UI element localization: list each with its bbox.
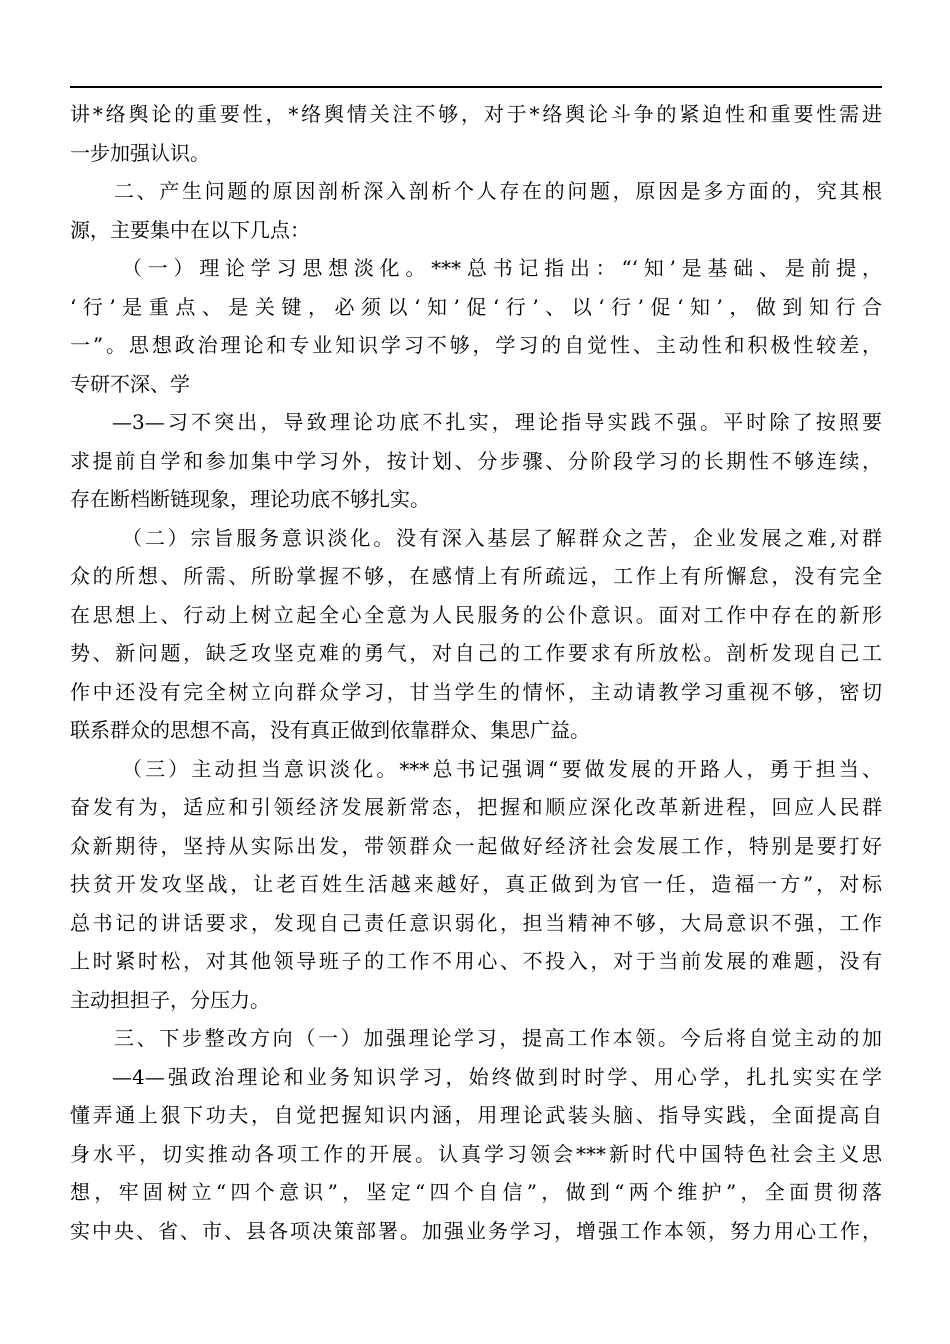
header-rule	[70, 86, 882, 88]
text-line: 身水平，切实推动各项工作的开展。认真学习领会***新时代中国特色社会主义思	[70, 1141, 882, 1166]
text-line: 总书记的讲话要求，发现自己责任意识弱化，担当精神不够，大局意识不强，工作	[70, 910, 882, 935]
text-line: 源，主要集中在以下几点：	[70, 217, 310, 242]
document-body	[70, 95, 882, 1250]
text-line: 众新期待，坚持从实际出发，带领群众一起做好经济社会发展工作，特别是要打好	[70, 833, 882, 858]
text-line: 懂弄通上狠下功夫，自觉把握知识内涵，用理论武装头脑、指导实践，全面提高自	[70, 1103, 882, 1127]
text-line: 联系群众的思想不高，没有真正做到依靠群众、集思广益。	[70, 718, 590, 742]
text-line: 求提前自学和参加集中学习外，按计划、分步骤、分阶段学习的长期性不够连续，	[70, 448, 882, 473]
subsection-heading-line: （三）主动担当意识淡化。***总书记强调“要做发展的开路人，勇于担当、	[122, 756, 882, 781]
text-line: 主动担担子，分压力。	[70, 987, 270, 1012]
text-line: 一”。思想政治理论和专业知识学习不够，学习的自觉性、主动性和积极性较差，	[70, 333, 882, 357]
text-line: 上时紧时松，对其他领导班子的工作不用心、不投入，对于当前发展的难题，没有	[70, 949, 882, 973]
page-break-line: —3—习不突出，导致理论功底不扎实，理论指导实践不强。平时除了按照要	[112, 410, 882, 434]
text-line: 势、新问题，缺乏攻坚克难的勇气，对自己的工作要求有所放松。剖析发现自己工	[70, 641, 882, 665]
text-line: 扶贫开发攻坚战，让老百姓生活越来越好，真正做到为官一任，造福一方”，对标	[70, 872, 882, 896]
page-break-line: —4—强政治理论和业务知识学习，始终做到时时学、用心学，扎扎实实在学	[112, 1064, 882, 1089]
section-heading-line: 三、下步整改方向（一）加强理论学习，提高工作本领。今后将自觉主动的加	[114, 1026, 882, 1050]
text-line: 实中央、省、市、县各项决策部署。加强业务学习，增强工作本领，努力用心工作，	[70, 1218, 882, 1243]
section-heading-line: 二、产生问题的原因剖析深入剖析个人存在的问题，原因是多方面的，究其根	[114, 179, 882, 203]
text-line: 存在断档断链现象，理论功底不够扎实。	[70, 487, 430, 511]
text-line: 奋发有为，适应和引领经济发展新常态，把握和顺应深化改革新进程，回应人民群	[70, 795, 882, 819]
text-line: 作中还没有完全树立向群众学习，甘当学生的情怀，主动请教学习重视不够，密切	[70, 679, 882, 704]
text-line: 在思想上、行动上树立起全心全意为人民服务的公仆意识。面对工作中存在的新形	[70, 602, 882, 627]
subsection-heading-line: （二）宗旨服务意识淡化。没有深入基层了解群众之苦，企业发展之难,对群	[122, 525, 882, 550]
text-line: 专研不深、学	[70, 371, 190, 396]
subsection-heading-line: （一）理论学习思想淡化。***总书记指出：“‘知’是基础、是前提，	[122, 256, 882, 280]
text-line: 一步加强认识。	[70, 140, 210, 165]
text-line: 想，牢固树立“四个意识”，坚定“四个自信”，做到“两个维护”，全面贯彻落	[70, 1180, 882, 1204]
text-line: ‘行’是重点、是关键，必须以‘知’促‘行’、以‘行’促‘知’，做到知行合	[70, 294, 882, 319]
text-line: 众的所想、所需、所盼掌握不够，在感情上有所疏远，工作上有所懈怠，没有完全	[70, 564, 882, 588]
text-line: 讲*络舆论的重要性，*络舆情关注不够，对于*络舆论斗争的紧迫性和重要性需进	[70, 102, 882, 126]
